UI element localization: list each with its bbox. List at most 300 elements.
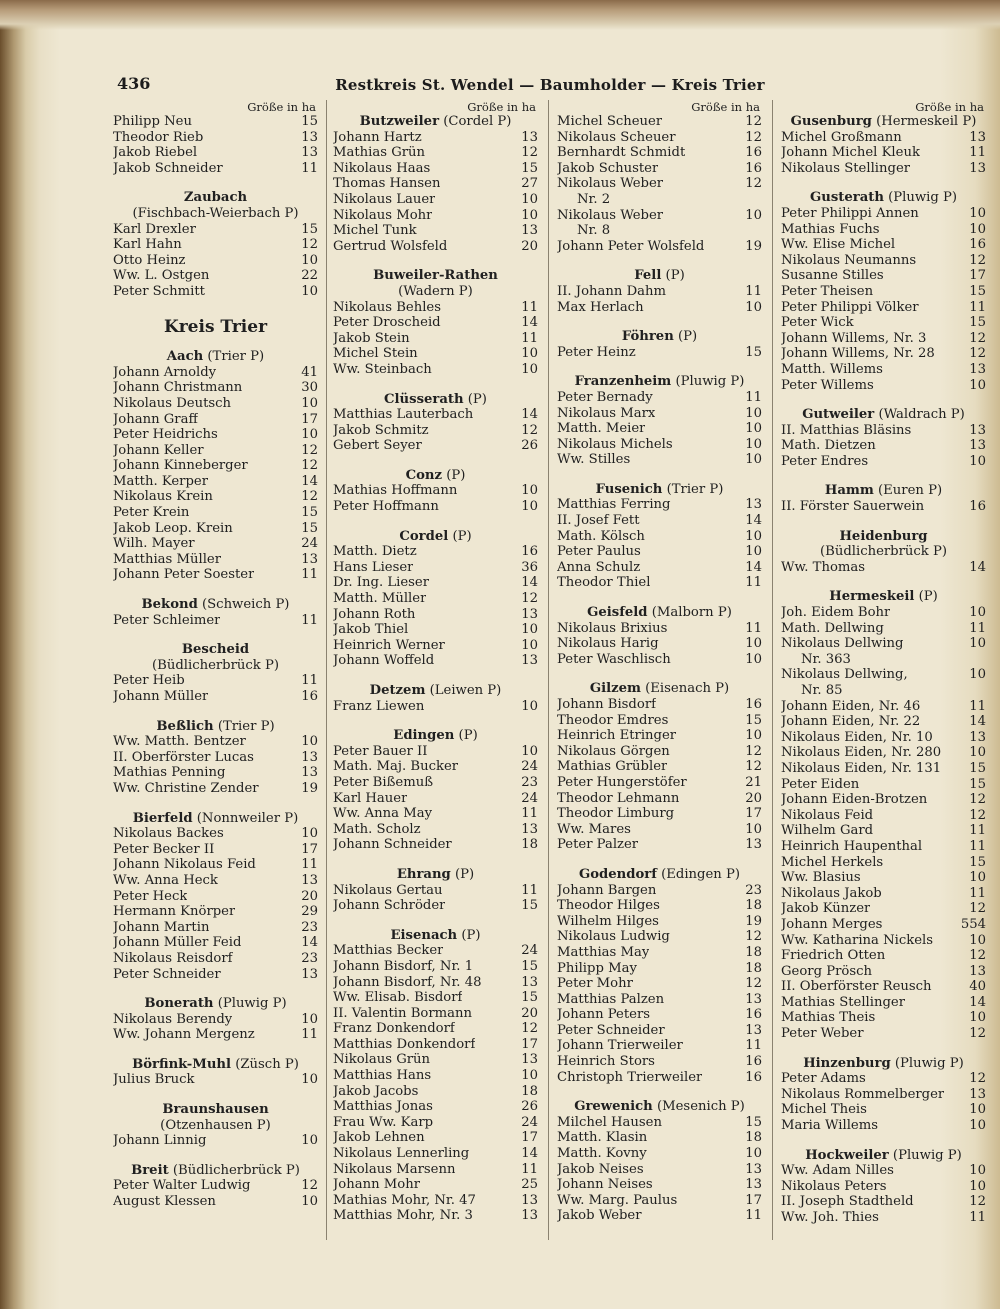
area-ha: 14 [969, 559, 986, 575]
entry-row [781, 948, 986, 964]
column-1 [113, 101, 318, 1210]
area-ha: 13 [521, 974, 538, 990]
area-ha: 17 [521, 1036, 538, 1052]
owner-name: Michel Tunk [333, 223, 417, 239]
place-name: Bierfeld [132, 810, 193, 826]
owner-name: Heinrich Stors [557, 1054, 655, 1070]
owner-name: Mathias Fuchs [781, 221, 880, 237]
entry-row [781, 1163, 986, 1179]
owner-name: Matthias Donkendorf [333, 1036, 476, 1052]
area-ha: 12 [969, 1194, 986, 1210]
post-office: (Euren P) [878, 483, 943, 499]
entry-row [333, 883, 538, 899]
size-header: Größe in ha [915, 100, 984, 114]
owner-name: Peter Waschlisch [557, 651, 671, 667]
area-ha: 13 [745, 1177, 762, 1193]
owner-name: Theodor Hilges [557, 898, 660, 914]
area-ha: 15 [521, 990, 538, 1006]
owner-name: Nikolaus Görgen [557, 743, 670, 759]
area-ha: 10 [301, 1133, 318, 1149]
post-office: (Nonnweiler P) [196, 810, 299, 826]
entry-row [333, 575, 538, 591]
area-ha: 12 [969, 1026, 986, 1042]
owner-name: Maria Willems [781, 1118, 878, 1134]
entry-row [557, 898, 762, 914]
place-name: Föhren [621, 329, 674, 345]
entry-row [781, 745, 986, 761]
owner-name: Matth. Willems [781, 361, 883, 377]
area-ha: 12 [969, 807, 986, 823]
entry-row [113, 1133, 318, 1149]
place-heading [113, 1102, 318, 1118]
owner-name: Nikolaus Backes [113, 826, 224, 842]
size-header: Größe in ha [467, 100, 536, 114]
post-office: (P) [458, 728, 478, 744]
owner-name: Peter Schneider [557, 1022, 665, 1038]
owner-name: Nikolaus Dellwing, [781, 667, 908, 683]
post-office: (Pluwig P) [675, 374, 745, 390]
owner-name: Jakob Thiel [333, 622, 409, 638]
entry-row [781, 1210, 986, 1226]
entry-row [557, 652, 762, 668]
entry-row [333, 145, 538, 161]
owner-name: Milchel Hausen [557, 1114, 662, 1130]
area-ha: 20 [521, 1005, 538, 1021]
owner-name: Nikolaus Weber [557, 207, 664, 223]
post-office: (Büdlicherbrück P) [819, 544, 948, 560]
place-name: Breit [131, 1162, 169, 1178]
place-name: Börfink-Muhl [132, 1056, 232, 1072]
entry-row [781, 1102, 986, 1118]
area-ha: 13 [969, 422, 986, 438]
area-ha: 10 [969, 605, 986, 621]
entry-row [557, 176, 762, 192]
owner-name: Nikolaus Behles [333, 299, 441, 315]
owner-name: Nikolaus Ludwig [557, 929, 670, 945]
entry-row [557, 806, 762, 822]
place-name: Detzem [369, 683, 426, 698]
area-ha: 13 [521, 1192, 538, 1208]
post-office: (Büdlicherbrück P) [172, 1162, 300, 1178]
entry-row [557, 945, 762, 961]
area-ha: 15 [745, 1114, 762, 1130]
owner-name: Nikolaus Eiden, Nr. 280 [781, 745, 942, 761]
entry-row [781, 855, 986, 871]
post-office: (Wadern P) [398, 283, 473, 299]
owner-name: Nikolaus Brixius [557, 620, 668, 636]
entry-continuation: Nr. 2 [577, 191, 611, 207]
entry-row [557, 284, 762, 300]
area-ha: 14 [969, 714, 986, 730]
place-heading [557, 681, 762, 697]
area-ha: 12 [745, 114, 762, 129]
place-name: Ehrang [396, 866, 451, 882]
entry-row [113, 161, 318, 177]
entry-row [557, 744, 762, 760]
owner-name: Nikolaus Stellinger [781, 160, 911, 176]
area-ha: 12 [521, 422, 538, 438]
entry-row [781, 605, 986, 621]
column-3 [557, 101, 762, 1224]
owner-name: Nikolaus Scheuer [557, 129, 676, 145]
entry-row [557, 421, 762, 437]
area-ha: 10 [745, 528, 762, 544]
owner-name: Math. Dellwing [781, 620, 884, 636]
owner-name: Christoph Trierweiler [557, 1069, 703, 1085]
place-name: Gutweiler [802, 407, 875, 423]
owner-name: Johann Woffeld [333, 653, 435, 669]
owner-name: Philipp May [557, 960, 637, 976]
owner-name: Peter Schleimer [113, 612, 221, 628]
owner-name: Theodor Emdres [557, 712, 669, 728]
owner-name: Math. Dietzen [781, 438, 876, 454]
owner-name: Matth. Dietz [333, 544, 417, 560]
entry-row [781, 145, 986, 161]
entry-row [781, 560, 986, 576]
entry-row [781, 222, 986, 238]
area-ha: 12 [969, 792, 986, 808]
area-ha: 11 [745, 620, 762, 636]
entry-row [333, 744, 538, 760]
owner-name: Peter Philippi Annen [781, 205, 919, 221]
area-ha: 12 [969, 330, 986, 346]
area-ha: 10 [521, 361, 538, 377]
owner-name: Johann Graff [113, 411, 198, 427]
owner-name: Matthias Becker [333, 943, 444, 959]
area-ha: 11 [521, 1161, 538, 1177]
entry-row [113, 1072, 318, 1088]
place-name: Hockweiler [805, 1147, 889, 1163]
area-ha: 13 [301, 966, 318, 982]
owner-name: II. Valentin Bormann [333, 1005, 472, 1021]
owner-name: Georg Prösch [781, 963, 872, 979]
entry-row [557, 345, 762, 361]
entry-row [557, 822, 762, 838]
entry-row [113, 505, 318, 521]
owner-name: Jakob Leop. Krein [113, 520, 233, 536]
entry-row [557, 1038, 762, 1054]
area-ha: 12 [301, 1178, 318, 1194]
owner-name: Theodor Limburg [557, 806, 675, 822]
entry-row [333, 423, 538, 439]
area-ha: 14 [521, 575, 538, 591]
place-heading [781, 1148, 986, 1164]
owner-name: Ww. Anna May [333, 806, 433, 822]
owner-name: Johann Eiden, Nr. 22 [781, 714, 921, 730]
entry-row [557, 130, 762, 146]
entry-row [113, 920, 318, 936]
area-ha: 17 [969, 268, 986, 284]
place-heading [113, 597, 318, 613]
entry-row [333, 544, 538, 560]
owner-name: Jakob Schmitz [333, 422, 429, 438]
entry-row [557, 114, 762, 130]
owner-name: Johann Trierweiler [557, 1038, 683, 1054]
place-name: Conz [405, 467, 442, 483]
entry-row [113, 826, 318, 842]
entry-row [557, 1115, 762, 1131]
area-ha: 16 [745, 145, 762, 161]
area-ha: 13 [301, 551, 318, 567]
owner-name: Johann Eiden-Brotzen [781, 792, 928, 808]
owner-name: Matthias Müller [113, 551, 222, 567]
area-ha: 13 [969, 729, 986, 745]
area-ha: 10 [969, 636, 986, 652]
post-office: (Mesenich P) [656, 1099, 745, 1115]
owner-name: Johann Bargen [557, 882, 657, 898]
place-heading [781, 190, 986, 206]
owner-name: Ww. Thomas [781, 559, 866, 575]
area-ha: 10 [301, 1011, 318, 1027]
owner-name: Michel Scheuer [557, 114, 663, 129]
area-ha: 29 [301, 904, 318, 920]
entry-row [557, 497, 762, 513]
area-ha: 10 [969, 667, 986, 683]
entry-row [333, 499, 538, 515]
owner-name: Peter Droscheid [333, 315, 441, 331]
post-office: (P) [918, 589, 938, 605]
owner-name: Peter Wick [781, 315, 854, 331]
area-ha: 16 [745, 1069, 762, 1085]
entry-row [781, 792, 986, 808]
area-ha: 12 [301, 458, 318, 474]
entry-row [113, 765, 318, 781]
area-ha: 13 [969, 1086, 986, 1102]
post-office: (Otzenhausen P) [160, 1117, 271, 1133]
area-ha: 17 [745, 1192, 762, 1208]
page-top-edge [0, 0, 1000, 30]
area-ha: 10 [969, 205, 986, 221]
place-heading [557, 605, 762, 621]
area-ha: 12 [521, 145, 538, 161]
area-ha: 36 [521, 559, 538, 575]
owner-name: Karl Hahn [113, 237, 182, 253]
area-ha: 11 [745, 1038, 762, 1054]
entry-row [333, 791, 538, 807]
area-ha: 10 [301, 1194, 318, 1210]
column-2 [333, 101, 538, 1224]
area-ha: 10 [969, 745, 986, 761]
place-heading [113, 190, 318, 206]
owner-name: Hans Lieser [333, 559, 414, 575]
entry-row [557, 914, 762, 930]
entry-row [113, 536, 318, 552]
area-ha: 41 [301, 364, 318, 380]
entry-row [557, 1023, 762, 1039]
area-ha: 10 [745, 544, 762, 560]
entry-row [113, 412, 318, 428]
entry-row [113, 284, 318, 300]
place-heading [333, 392, 538, 408]
entry-row [113, 365, 318, 381]
post-office: (Trier P) [207, 349, 265, 365]
area-ha: 11 [301, 567, 318, 583]
entry-row [113, 734, 318, 750]
entry-row [333, 1021, 538, 1037]
entry-row [333, 483, 538, 499]
owner-name: Nikolaus Eiden, Nr. 10 [781, 729, 933, 745]
entry-row [781, 206, 986, 222]
place-name: Gusterath [809, 190, 884, 206]
entry-row [557, 239, 762, 255]
post-office: (Pluwig P) [888, 190, 958, 206]
owner-name: Johann Martin [113, 919, 210, 935]
entry-row [781, 300, 986, 316]
area-ha: 15 [521, 160, 538, 176]
owner-name: Johann Merges [781, 916, 883, 932]
area-ha: 11 [969, 620, 986, 636]
owner-name: Ww. Anna Heck [113, 872, 218, 888]
entry-row [113, 253, 318, 269]
entry-row [781, 823, 986, 839]
area-ha: 11 [745, 575, 762, 591]
owner-name: Peter Willems [781, 377, 874, 393]
entry-row [113, 857, 318, 873]
area-ha: 24 [521, 943, 538, 959]
place-heading [113, 811, 318, 827]
area-ha: 27 [521, 176, 538, 192]
entry-row [557, 437, 762, 453]
entry-row [333, 315, 538, 331]
owner-name: Ww. Stilles [557, 452, 631, 468]
area-ha: 21 [745, 774, 762, 790]
column-divider [548, 100, 549, 1240]
owner-name: Peter Krein [113, 505, 190, 521]
area-ha: 15 [969, 760, 986, 776]
entry-row [113, 521, 318, 537]
place-heading [113, 996, 318, 1012]
owner-name: Mathias Theis [781, 1010, 876, 1026]
entry-row [557, 621, 762, 637]
owner-name: Jakob Schneider [113, 160, 223, 176]
area-ha: 13 [745, 991, 762, 1007]
area-ha: 16 [745, 1054, 762, 1070]
owner-name: Johann Bisdorf, Nr. 48 [333, 974, 482, 990]
owner-name: Peter Palzer [557, 837, 639, 853]
entry-row [557, 544, 762, 560]
owner-name: Friedrich Otten [781, 948, 886, 964]
entry-row [113, 474, 318, 490]
area-ha: 10 [301, 395, 318, 411]
entry-row [557, 575, 762, 591]
area-ha: 16 [745, 697, 762, 712]
entry-row [333, 1115, 538, 1131]
area-ha: 15 [745, 712, 762, 728]
owner-name: Jakob Stein [333, 330, 410, 346]
area-ha: 12 [969, 252, 986, 268]
owner-name: Mathias Grübler [557, 759, 668, 775]
area-ha: 11 [301, 857, 318, 873]
owner-name: Johann Müller Feid [113, 935, 242, 951]
owner-name: Jakob Künzer [781, 901, 871, 917]
size-header: Größe in ha [247, 100, 316, 114]
entry-row [333, 239, 538, 255]
area-ha: 18 [745, 898, 762, 914]
owner-name: Peter Paulus [557, 544, 641, 560]
post-office: (Pluwig P) [892, 1147, 962, 1163]
place-heading [557, 268, 762, 284]
area-ha: 11 [301, 612, 318, 628]
entry-row [333, 1084, 538, 1100]
area-ha: 10 [969, 1163, 986, 1179]
owner-name: Nikolaus Berendy [113, 1011, 233, 1027]
owner-name: Peter Theisen [781, 283, 874, 299]
column-4 [781, 101, 986, 1226]
area-ha: 10 [745, 452, 762, 468]
owner-name: Mathias Hoffmann [333, 483, 458, 499]
area-ha: 11 [521, 330, 538, 346]
entry-row [781, 1194, 986, 1210]
owner-name: Peter Mohr [557, 976, 633, 992]
owner-name: Nikolaus Gertau [333, 882, 443, 898]
area-ha: 17 [301, 841, 318, 857]
running-head: Restkreis St. Wendel — Baumholder — Kreis Trier [335, 76, 765, 94]
owner-name: II. Johann Dahm [557, 283, 666, 299]
entry-row [557, 929, 762, 945]
area-ha: 14 [521, 315, 538, 331]
area-ha: 11 [969, 698, 986, 714]
owner-name: Nikolaus Haas [333, 160, 431, 176]
area-ha: 19 [745, 913, 762, 929]
area-ha: 10 [521, 499, 538, 515]
area-ha: 10 [301, 1072, 318, 1088]
size-header: Größe in ha [691, 100, 760, 114]
area-ha: 11 [969, 145, 986, 161]
post-office: (Leiwen P) [429, 683, 502, 698]
area-ha: 10 [745, 821, 762, 837]
post-office: (P) [677, 329, 698, 345]
owner-name: Peter Bauer II [333, 743, 428, 759]
area-ha: 10 [969, 870, 986, 886]
entry-row [781, 1026, 986, 1042]
owner-name: Dr. Ing. Lieser [333, 575, 429, 591]
place-heading [557, 329, 762, 345]
entry-row [781, 714, 986, 730]
entry-row [333, 699, 538, 715]
owner-name: Johann Kinneberger [113, 458, 248, 474]
area-ha: 554 [960, 916, 986, 932]
owner-name: Nikolaus Dellwing [781, 636, 904, 652]
post-office: (Trier P) [217, 718, 275, 734]
owner-name: Ww. Mares [557, 821, 631, 837]
post-office: (Waldrach P) [878, 407, 965, 423]
area-ha: 12 [301, 489, 318, 505]
owner-name: Nikolaus Krein [113, 489, 213, 505]
post-office: (P) [467, 391, 487, 407]
owner-name: Nikolaus Deutsch [113, 395, 232, 411]
entry-row [781, 454, 986, 470]
entry-row [333, 607, 538, 623]
owner-name: Susanne Stilles [781, 268, 884, 284]
owner-name: Peter Hungerstöfer [557, 774, 687, 790]
entry-row [333, 130, 538, 146]
entry-row [781, 901, 986, 917]
entry-row [113, 145, 318, 161]
entry-row [781, 839, 986, 855]
owner-name: Ww. Blasius [781, 870, 861, 886]
owner-name: Jakob Schuster [557, 160, 659, 176]
area-ha: 18 [521, 1083, 538, 1099]
place-heading [333, 529, 538, 545]
entry-row [781, 331, 986, 347]
area-ha: 13 [521, 606, 538, 622]
owner-name: Nikolaus Jakob [781, 885, 882, 901]
entry-row [557, 992, 762, 1008]
place-name: Hamm [824, 483, 874, 499]
place-heading [333, 114, 538, 130]
owner-name: Ww. L. Ostgen [113, 268, 210, 284]
area-ha: 10 [969, 1102, 986, 1118]
